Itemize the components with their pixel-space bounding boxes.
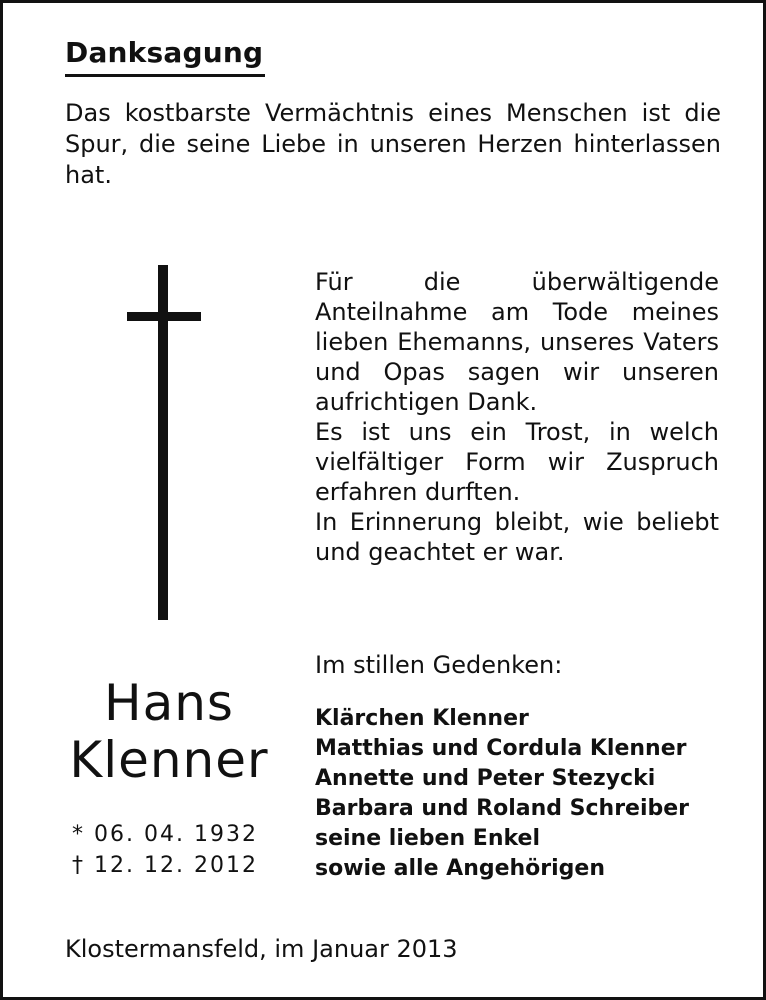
birth-date: * 06. 04. 1932 [72,822,258,847]
cross-horizontal-beam [127,312,201,321]
title-underline [65,74,265,77]
thanks-paragraph: Für die überwältigende Anteilnahme am Tode meines lieben Ehemanns, unseres Vaters und Opas sagen wir unseren aufrichtigen Dank. [315,268,719,416]
mourner-name: Matthias und Cordula Klenner [315,736,687,761]
mourner-name: Barbara und Roland Schreiber [315,796,690,821]
deceased-name [43,675,295,789]
life-dates [65,819,265,881]
remembrance-paragraph: In Erinnerung bleibt, wie beliebt und geachtet er war. [315,508,719,566]
intro-quote: Das kostbarste Vermächtnis eines Menschen ist die Spur, die seine Liebe in unseren Herzen hinterlassen hat. [65,99,721,189]
thanks-message [315,267,719,567]
death-date: † 12. 12. 2012 [72,853,258,878]
page-title: Danksagung [65,36,264,69]
mourner-name: seine lieben Enkel [315,826,540,851]
comfort-paragraph: Es ist uns ein Trost, in welch vielfältiger Form wir Zuspruch erfahren durften. [315,418,719,506]
place-and-date: Klostermansfeld, im Januar 2013 [65,935,458,963]
deceased-first-name: Hans [104,674,234,732]
mourner-name: sowie alle Angehörigen [315,856,606,881]
mourner-name: Klärchen Klenner [315,706,529,731]
deceased-last-name: Klenner [69,731,269,789]
mourner-name: Annette und Peter Stezycki [315,766,656,791]
mourners-list [315,704,725,884]
memory-line: Im stillen Gedenken: [315,651,563,679]
